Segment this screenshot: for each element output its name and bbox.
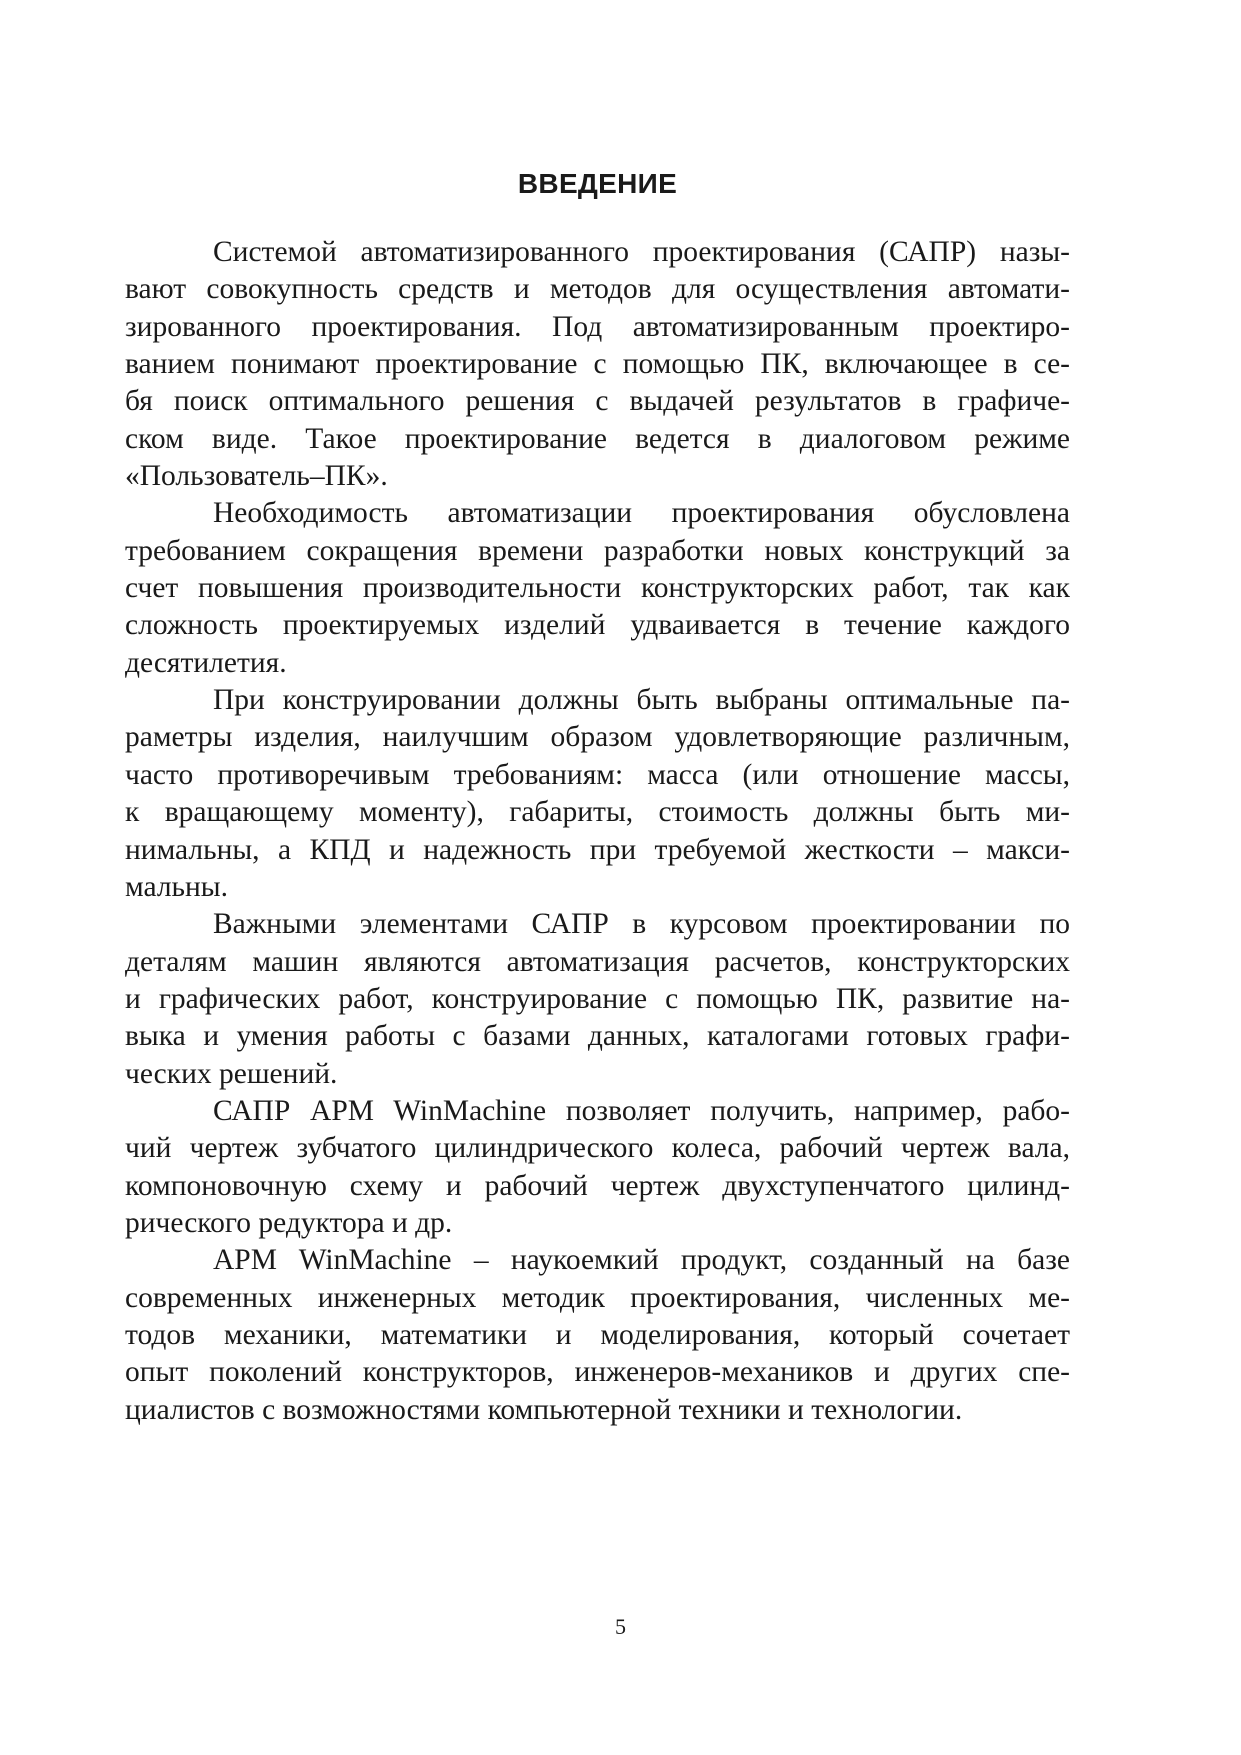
text-line: ванием понимают проектирование с помощью ПК, включающее в се-: [125, 348, 1070, 381]
text-line: выка и умения работы с базами данных, каталогами готовых графи-: [125, 1020, 1070, 1053]
text-line: сложность проектируемых изделий удваивается в течение каждого: [125, 609, 1070, 642]
text-line: чий чертеж зубчатого цилиндрического колеса, рабочий чертеж вала,: [125, 1132, 1070, 1165]
text-line: к вращающему моменту), габариты, стоимость должны быть ми-: [125, 796, 1070, 829]
text-line: нимальны, а КПД и надежность при требуемой жесткости – макси-: [125, 833, 1070, 866]
text-line: «Пользователь–ПК».: [125, 460, 388, 493]
text-line: счет повышения производительности конструкторских работ, так как: [125, 572, 1070, 605]
paragraph: [125, 682, 1070, 906]
paragraph: [125, 1242, 1070, 1429]
text-line: десятилетия.: [125, 646, 287, 679]
paragraph: [125, 1093, 1070, 1242]
text-line: ческих решений.: [125, 1057, 338, 1090]
text-line: мальны.: [125, 870, 228, 903]
text-line: Важными элементами САПР в курсовом проектировании по: [213, 908, 1070, 941]
text-line: рического редуктора и др.: [125, 1206, 453, 1239]
text-line: требованием сокращения времени разработки новых конструкций за: [125, 534, 1070, 567]
text-line: бя поиск оптимального решения с выдачей результатов в графиче-: [125, 385, 1070, 418]
text-line: раметры изделия, наилучшим образом удовлетворяющие различным,: [125, 721, 1070, 754]
text-line: APM WinMachine – наукоемкий продукт, созданный на базе: [213, 1244, 1070, 1277]
text-line: тодов механики, математики и моделирования, который сочетает: [125, 1318, 1070, 1351]
text-line: вают совокупность средств и методов для осуществления автомати-: [125, 273, 1070, 306]
paragraph: [125, 906, 1070, 1093]
page-number: 5: [615, 1614, 626, 1639]
text-line: опыт поколений конструкторов, инженеров-механиков и других спе-: [125, 1356, 1070, 1389]
paragraph: [125, 495, 1070, 682]
text-line: зированного проектирования. Под автоматизированным проектиро-: [125, 310, 1070, 343]
body-text: [125, 234, 1070, 1429]
text-line: и графических работ, конструирование с помощью ПК, развитие на-: [125, 982, 1070, 1015]
text-line: часто противоречивым требованиям: масса (или отношение массы,: [125, 758, 1070, 791]
text-line: Необходимость автоматизации проектирования обусловлена: [213, 497, 1070, 530]
text-line: современных инженерных методик проектирования, численных ме-: [125, 1281, 1070, 1314]
text-line: компоновочную схему и рабочий чертеж двухступенчатого цилинд-: [125, 1169, 1070, 1202]
text-line: деталям машин являются автоматизация расчетов, конструкторских: [125, 945, 1070, 978]
paragraph: [125, 234, 1070, 495]
text-line: ском виде. Такое проектирование ведется в диалоговом режиме: [125, 422, 1070, 455]
text-line: циалистов с возможностями компьютерной техники и технологии.: [125, 1393, 963, 1426]
page-title: ВВЕДЕНИЕ: [517, 168, 678, 199]
text-line: При конструировании должны быть выбраны оптимальные па-: [213, 684, 1070, 717]
text-line: Системой автоматизированного проектирования (САПР) назы-: [213, 236, 1070, 268]
text-line: САПР APM WinMachine позволяет получить, например, рабо-: [213, 1094, 1070, 1127]
